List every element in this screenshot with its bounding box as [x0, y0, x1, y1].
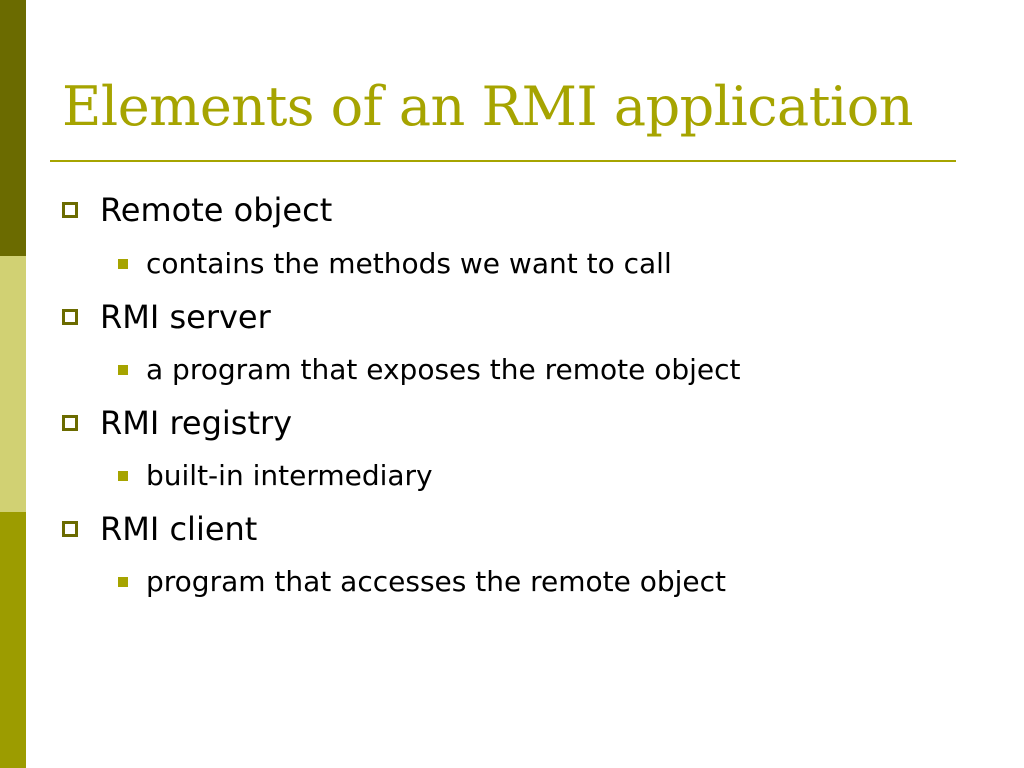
bullet-item	[62, 191, 333, 229]
bullet-label: RMI registry	[100, 404, 293, 442]
hollow-square-bullet-icon	[62, 521, 78, 537]
hollow-square-bullet-icon	[62, 415, 78, 431]
sub-bullet-label: contains the methods we want to call	[146, 247, 672, 280]
bullet-item	[62, 404, 293, 442]
sub-bullet-label: built-in intermediary	[146, 459, 433, 492]
sub-bullet-item	[118, 565, 727, 598]
sub-bullet-item	[118, 459, 433, 492]
filled-square-bullet-icon	[118, 259, 128, 269]
filled-square-bullet-icon	[118, 365, 128, 375]
filled-square-bullet-icon	[118, 471, 128, 481]
bullet-label: RMI client	[100, 510, 258, 548]
bullet-label: RMI server	[100, 298, 271, 336]
hollow-square-bullet-icon	[62, 202, 78, 218]
bullet-label: Remote object	[100, 191, 333, 229]
sub-bullet-item	[118, 353, 741, 386]
bullet-item	[62, 298, 271, 336]
sub-bullet-item	[118, 247, 672, 280]
bullet-item	[62, 510, 258, 548]
sub-bullet-label: a program that exposes the remote object	[146, 353, 741, 386]
sub-bullet-label: program that accesses the remote object	[146, 565, 727, 598]
hollow-square-bullet-icon	[62, 309, 78, 325]
slide-title: Elements of an RMI application	[62, 75, 913, 138]
filled-square-bullet-icon	[118, 577, 128, 587]
